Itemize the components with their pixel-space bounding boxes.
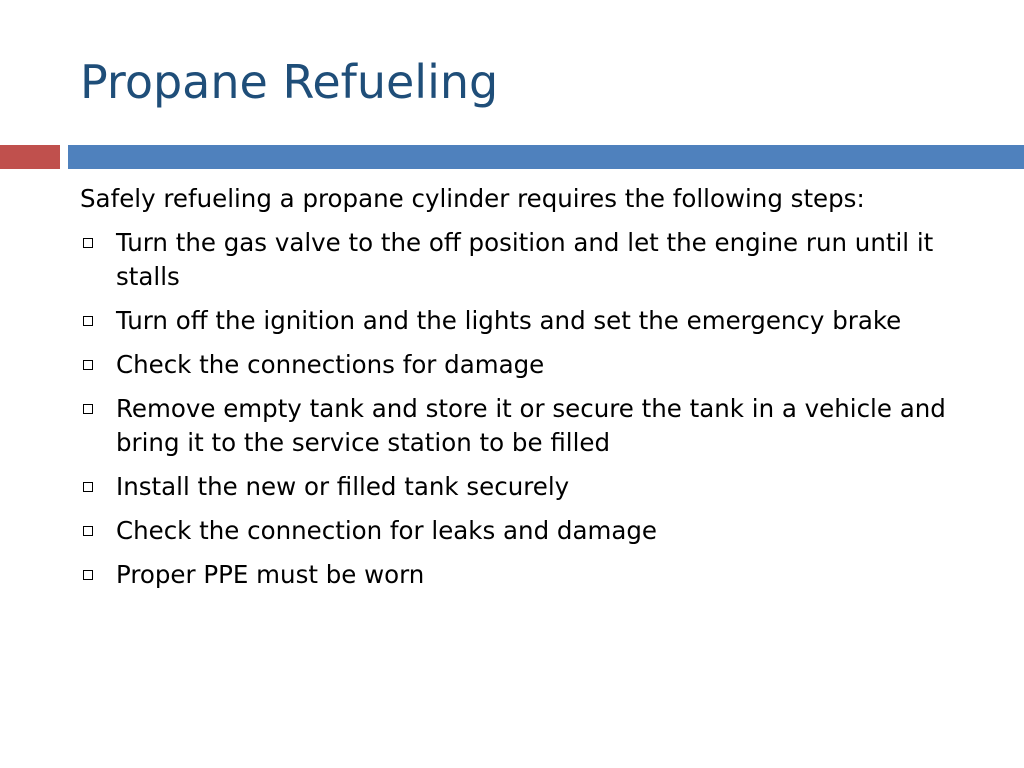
list-item-text: Check the connection for leaks and damage — [116, 516, 657, 545]
bullet-list — [80, 226, 960, 592]
list-item-text: Turn off the ignition and the lights and set the emergency brake — [116, 306, 902, 335]
square-bullet-icon — [83, 482, 93, 492]
list-item-text: Proper PPE must be worn — [116, 560, 425, 589]
list-item — [80, 226, 960, 294]
list-item — [80, 514, 960, 548]
list-item — [80, 348, 960, 382]
slide-title: Propane Refueling — [80, 55, 499, 109]
list-item-text: Check the connections for damage — [116, 350, 545, 379]
list-item — [80, 470, 960, 504]
square-bullet-icon — [83, 316, 93, 326]
accent-bar-red — [0, 145, 60, 169]
list-item — [80, 392, 960, 460]
accent-bar-blue — [68, 145, 1024, 169]
square-bullet-icon — [83, 404, 93, 414]
list-item — [80, 558, 960, 592]
list-item-text: Turn the gas valve to the off position and let the engine run until it stalls — [116, 228, 934, 291]
slide-body — [80, 182, 960, 602]
intro-text: Safely refueling a propane cylinder requires the following steps: — [80, 184, 865, 213]
square-bullet-icon — [83, 238, 93, 248]
list-item — [80, 304, 960, 338]
square-bullet-icon — [83, 570, 93, 580]
list-item-text: Remove empty tank and store it or secure the tank in a vehicle and bring it to the service station to be filled — [116, 394, 946, 457]
list-item-text: Install the new or filled tank securely — [116, 472, 570, 501]
square-bullet-icon — [83, 526, 93, 536]
square-bullet-icon — [83, 360, 93, 370]
